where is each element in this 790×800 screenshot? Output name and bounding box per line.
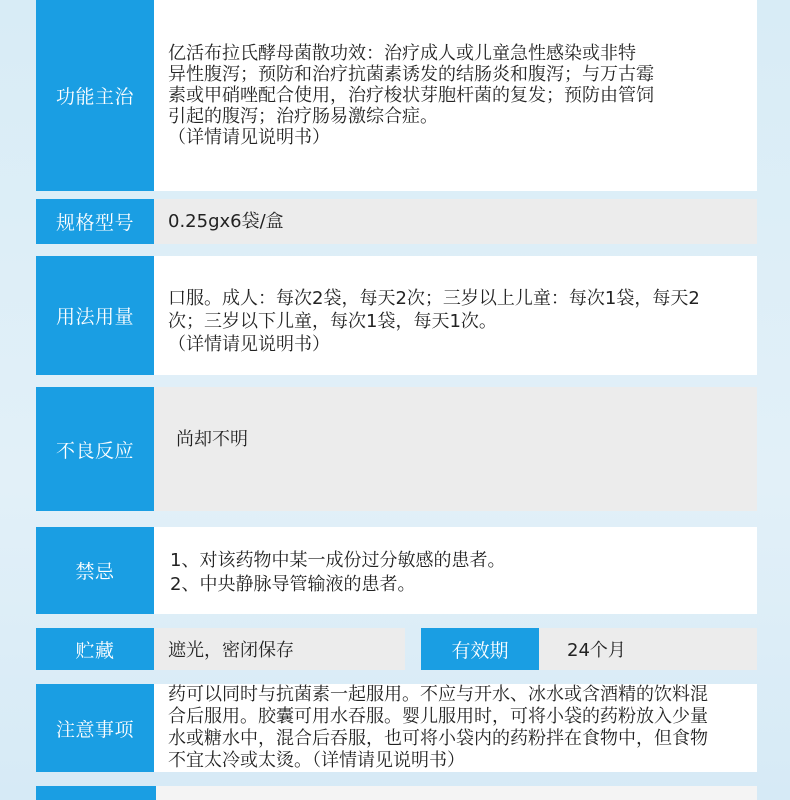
indications-line: 亿活布拉氏酵母菌散功效：治疗成人或儿童急性感染或非特: [168, 43, 636, 64]
validity-content: [539, 628, 757, 670]
indications-line: 异性腹泻；预防和治疗抗菌素诱发的结肠炎和腹泻；与万古霉: [168, 64, 654, 85]
indications-row: [36, 0, 757, 191]
adverse-row: [36, 387, 757, 511]
dosage-note: （详情请见说明书）: [168, 334, 330, 355]
contraindications-label: 禁忌: [36, 527, 154, 614]
precautions-row: [36, 684, 757, 772]
storage-content: [154, 628, 405, 670]
indications-note: （详情请见说明书）: [168, 127, 330, 148]
indications-line: 引起的腹泻；治疗肠易激综合症。: [168, 106, 438, 127]
adverse-label: 不良反应: [36, 387, 154, 511]
dosage-row: [36, 256, 757, 375]
specification-value: 0.25gx6袋/盒: [168, 211, 284, 232]
dosage-label: 用法用量: [36, 256, 154, 375]
dosage-line: 次；三岁以下儿童，每次1袋，每天1次。: [168, 311, 497, 332]
contraindications-line: 1、对该药物中某一成份过分敏感的患者。: [170, 550, 506, 571]
specification-content: [154, 199, 757, 244]
next-row-content-partial: [156, 786, 757, 800]
contraindications-line: 2、中央静脉导管输液的患者。: [170, 574, 416, 595]
contraindications-row: [36, 527, 757, 614]
precautions-content: [154, 684, 757, 772]
storage-validity-row: [36, 628, 757, 670]
dosage-content: [154, 256, 757, 375]
indications-content: [154, 0, 757, 191]
dosage-line: 口服。成人：每次2袋，每天2次；三岁以上儿童：每次1袋，每天2: [168, 288, 700, 309]
precautions-line: 合后服用。胶囊可用水吞服。婴儿服用时，可将小袋的药粉放入少量: [168, 706, 708, 727]
precautions-line: 药可以同时与抗菌素一起服用。不应与开水、冰水或含酒精的饮料混: [168, 684, 708, 705]
adverse-value: 尚却不明: [176, 429, 248, 450]
indications-line: 素或甲硝唑配合使用，治疗梭状芽胞杆菌的复发；预防由管饲: [168, 85, 654, 106]
storage-value: 遮光，密闭保存: [168, 640, 294, 661]
indications-label: 功能主治: [36, 0, 154, 191]
specification-label: 规格型号: [36, 199, 154, 244]
validity-value: 24个月: [567, 640, 626, 661]
storage-label: 贮藏: [36, 628, 154, 670]
precautions-line: 不宜太冷或太烫。（详情请见说明书）: [168, 750, 465, 771]
specification-row: [36, 199, 757, 244]
next-row-label-partial: [36, 786, 156, 800]
precautions-line: 水或糖水中，混合后吞服，也可将小袋内的药粉拌在食物中，但食物: [168, 728, 708, 749]
contraindications-content: [154, 527, 757, 614]
precautions-label: 注意事项: [36, 684, 154, 772]
validity-label: 有效期: [421, 628, 539, 670]
adverse-content: [154, 387, 757, 511]
